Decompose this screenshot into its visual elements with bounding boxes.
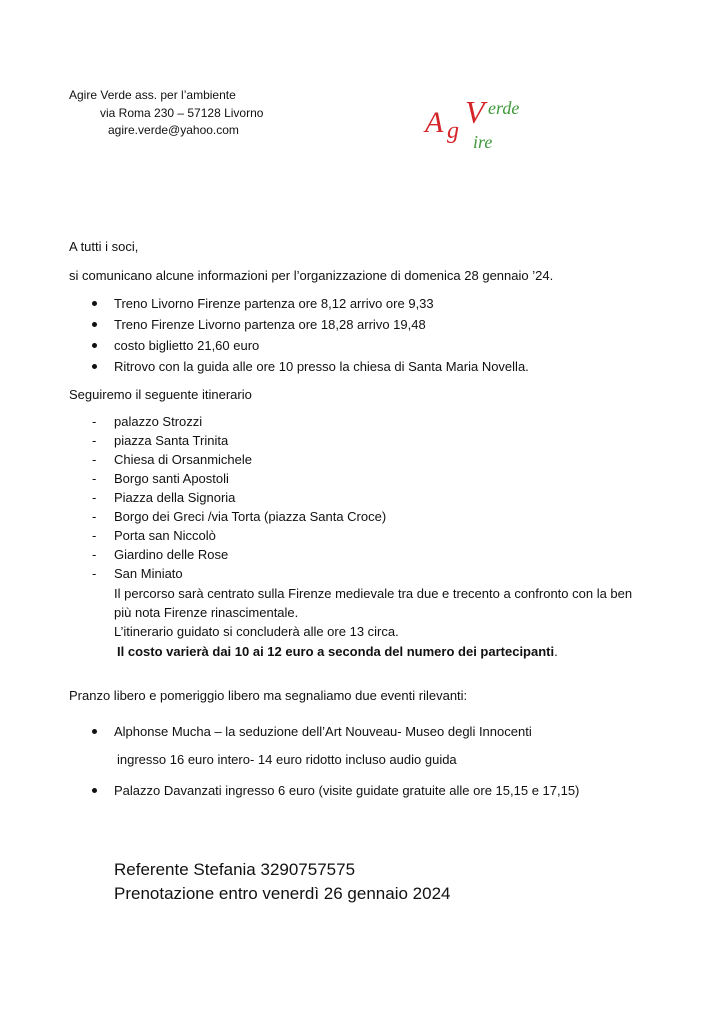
lunch-intro: Pranzo libero e pomeriggio libero ma segnaliamo due eventi rilevanti: [69,688,468,703]
cost-note-period: . [554,644,558,659]
dash-marker: - [92,471,97,486]
bullet-icon [92,343,97,348]
dash-marker: - [92,414,97,429]
cost-note [117,642,558,661]
info-item-train-outbound: Treno Livorno Firenze partenza ore 8,12 arrivo ore 9,33 [114,296,434,311]
dash-marker: - [92,509,97,524]
itinerary-item: palazzo Strozzi [114,414,203,429]
logo-letter-v: V [465,94,485,130]
sender-name: Agire Verde ass. per l’ambiente [69,88,236,102]
event-davanzati: Palazzo Davanzati ingresso 6 euro (visite guidate gratuite alle ore 15,15 e 17,15) [114,783,580,798]
dash-marker: - [92,452,97,467]
bullet-icon [92,364,97,369]
itinerary-item: piazza Santa Trinita [114,433,229,448]
itinerary-item: Piazza della Signoria [114,490,236,505]
info-item-train-return: Treno Firenze Livorno partenza ore 18,28 arrivo 19,48 [114,317,426,332]
sender-address: via Roma 230 – 57128 Livorno [100,106,264,120]
itinerary-item: Borgo dei Greci /via Torta (piazza Santa Croce) [114,509,387,524]
dash-marker: - [92,547,97,562]
dash-marker: - [92,528,97,543]
itinerary-note: Il percorso sarà centrato sulla Firenze medievale tra due e trecento a confronto con la ben [114,586,633,601]
itinerary-item: Porta san Niccolò [114,528,216,543]
bullet-icon [92,788,97,793]
itinerary-end-time: L’itinerario guidato si concluderà alle ore 13 circa. [114,624,399,639]
itinerary-intro: Seguiremo il seguente itinerario [69,387,252,402]
bullet-icon [92,301,97,306]
contact-person: Referente Stefania 3290757575 [114,860,356,879]
agire-verde-logo [425,92,550,162]
logo-letter-a: A [425,106,444,139]
itinerary-item: Borgo santi Apostoli [114,471,229,486]
logo-word-erde: erde [488,98,520,118]
dash-marker: - [92,566,97,581]
logo-word-ire: ire [473,132,493,152]
bullet-icon [92,322,97,327]
info-item-ticket-cost: costo biglietto 21,60 euro [114,338,260,353]
sender-email: agire.verde@yahoo.com [108,123,239,137]
greeting: A tutti i soci, [69,239,139,254]
cost-note-bold: Il costo varierà dai 10 ai 12 euro a seconda del numero dei partecipanti [117,644,555,659]
event-mucha-detail: ingresso 16 euro intero- 14 euro ridotto incluso audio guida [117,752,457,767]
dash-marker: - [92,490,97,505]
event-mucha: Alphonse Mucha – la seduzione dell’Art Nouveau- Museo degli Innocenti [114,724,532,739]
itinerary-item: Giardino delle Rose [114,547,229,562]
intro-text: si comunicano alcune informazioni per l’organizzazione di domenica 28 gennaio ’24. [69,268,554,283]
dash-marker: - [92,433,97,448]
itinerary-item: San Miniato [114,566,183,581]
logo-letter-g: g [447,118,459,144]
info-item-meeting-point: Ritrovo con la guida alle ore 10 presso la chiesa di Santa Maria Novella. [114,359,529,374]
booking-deadline: Prenotazione entro venerdì 26 gennaio 2024 [114,884,451,903]
itinerary-item: Chiesa di Orsanmichele [114,452,253,467]
itinerary-note: più nota Firenze rinascimentale. [114,605,299,620]
bullet-icon [92,729,97,734]
